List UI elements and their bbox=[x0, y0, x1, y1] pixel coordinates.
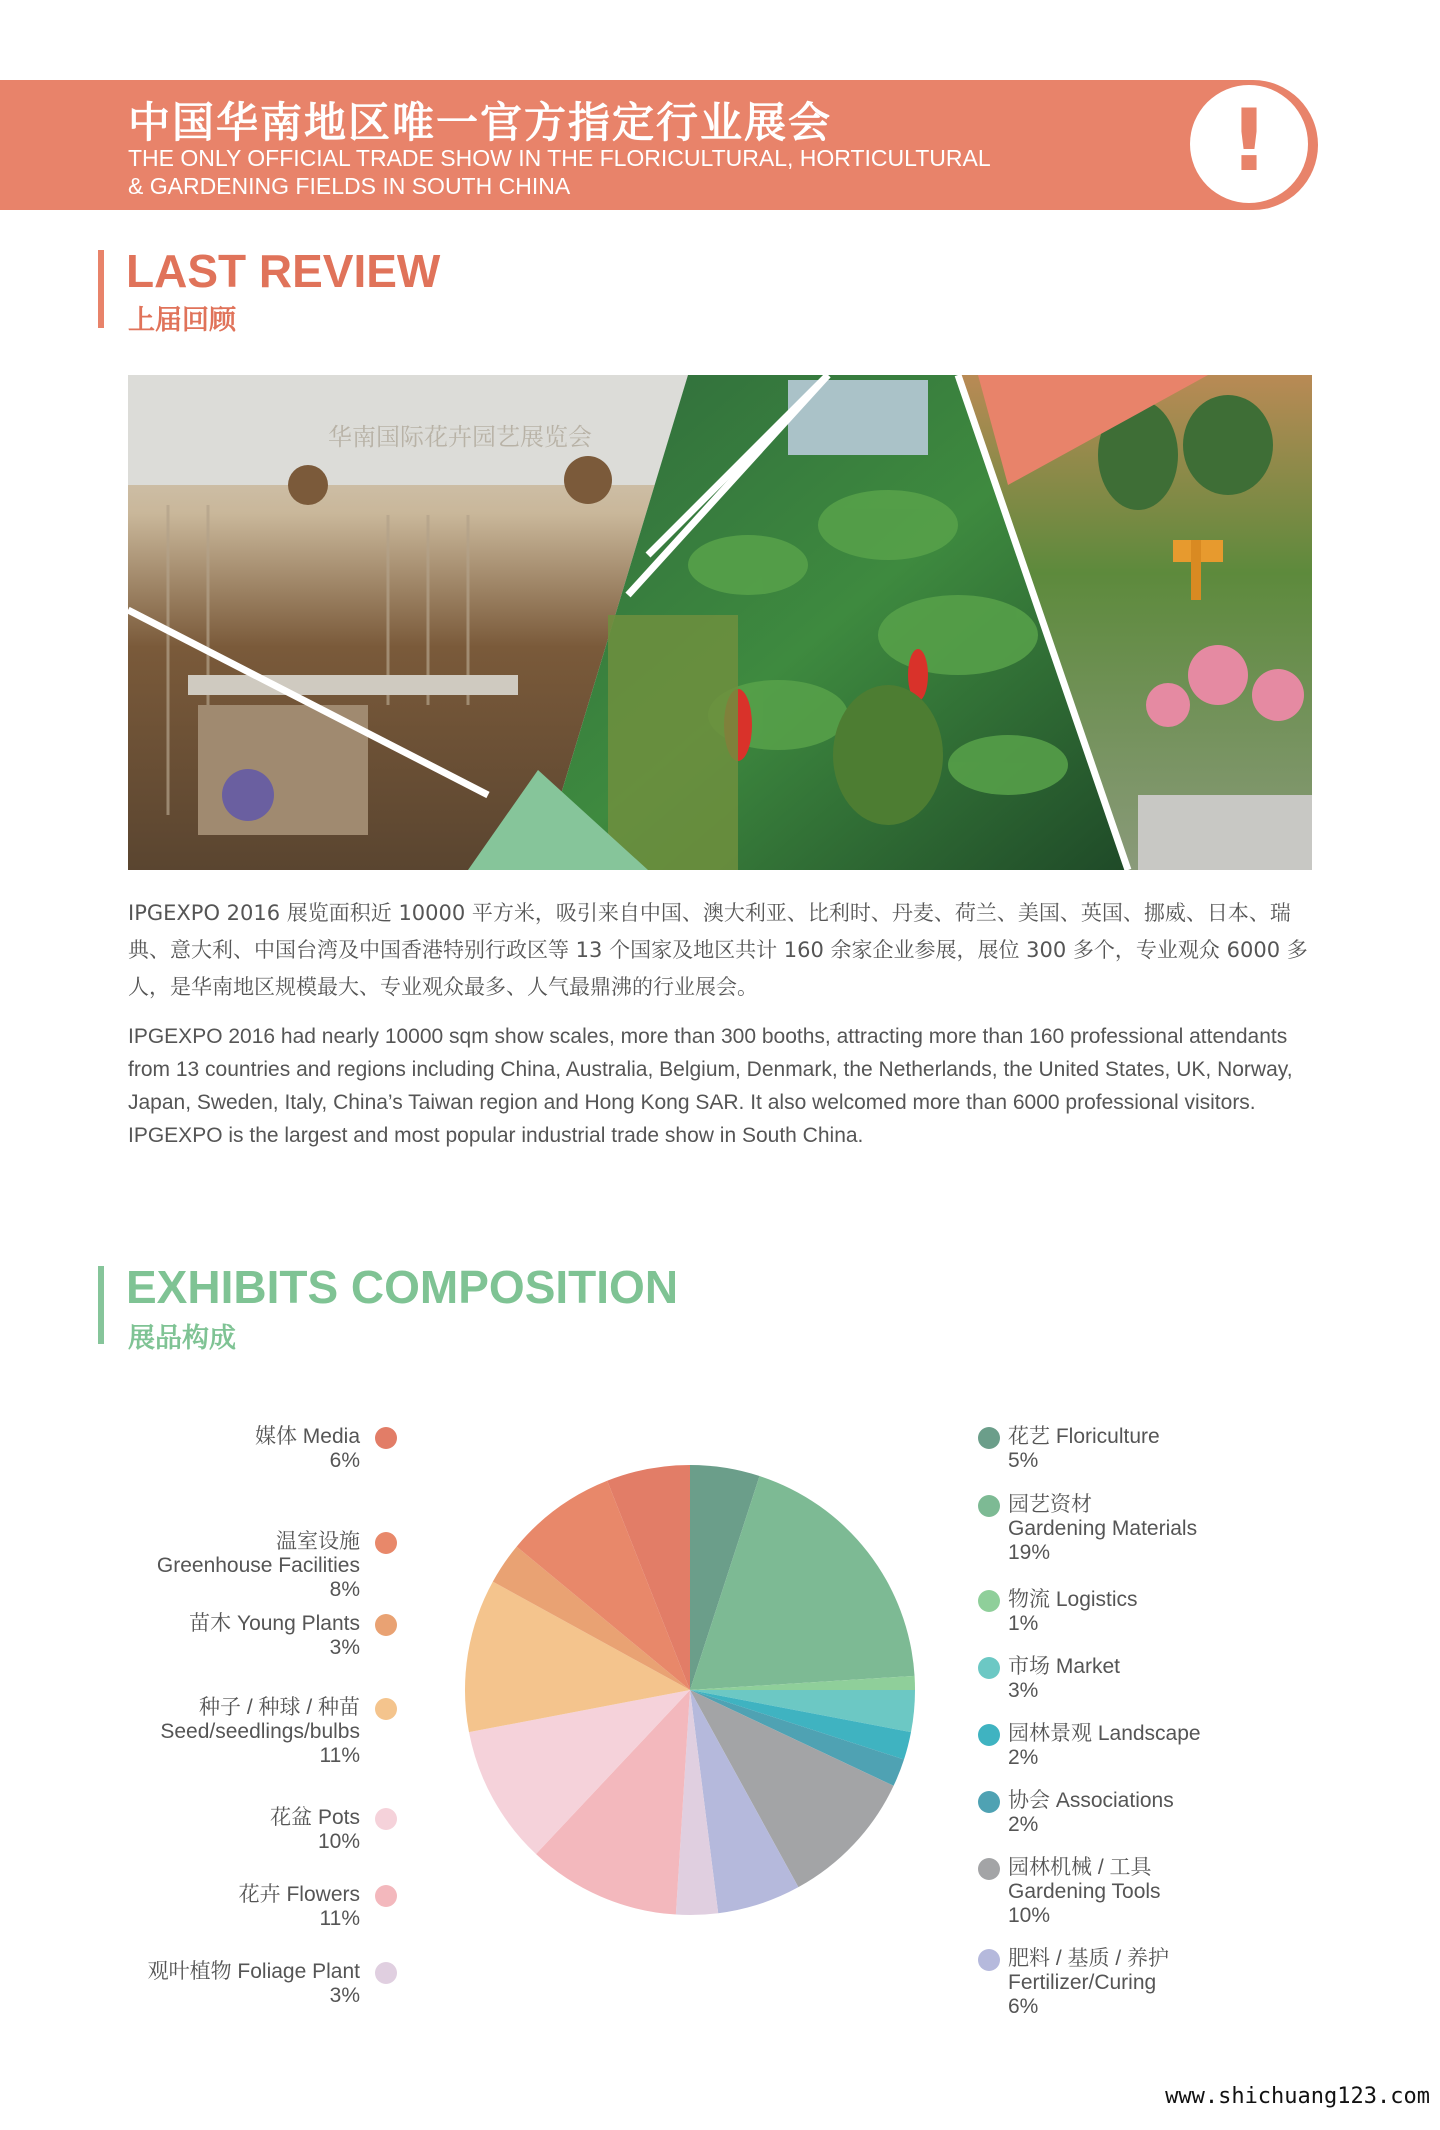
legend-item-0 bbox=[1008, 1425, 1160, 1473]
legend-item-6 bbox=[1008, 1856, 1161, 1928]
legend-label-6-1: Gardening Tools bbox=[1008, 1880, 1161, 1903]
legend-value-3: 3% bbox=[1008, 1679, 1039, 1702]
legend-label-11-0: 种子 / 种球 / 种苗 bbox=[198, 1696, 360, 1719]
photo-sign-text: 华南国际花卉园艺展览会 bbox=[328, 423, 592, 451]
legend-label-3-0: 市场 Market bbox=[1008, 1655, 1121, 1678]
banner-title-zh: 中国华南地区唯一官方指定行业展会 bbox=[128, 98, 833, 147]
legend-swatch-3 bbox=[978, 1657, 1000, 1679]
legend-swatch-4 bbox=[978, 1724, 1000, 1746]
legend-value-11: 11% bbox=[319, 1744, 360, 1767]
legend-label-11-1: Seed/seedlings/bulbs bbox=[160, 1720, 360, 1743]
legend-label-10-0: 花盆 Pots bbox=[270, 1806, 360, 1829]
review-subtitle: 上届回顾 bbox=[128, 305, 236, 336]
legend-label-5-0: 协会 Associations bbox=[1008, 1789, 1174, 1812]
exhibition-photo-collage bbox=[128, 375, 1312, 870]
legend-item-2 bbox=[1008, 1588, 1138, 1636]
legend-label-13-1: Greenhouse Facilities bbox=[156, 1554, 360, 1577]
exhibits-subtitle: 展品构成 bbox=[128, 1323, 236, 1354]
legend-swatch-8 bbox=[375, 1962, 397, 1984]
header-banner bbox=[0, 80, 1318, 210]
legend-item-11 bbox=[160, 1696, 360, 1768]
legend-label-12-0: 苗木 Young Plants bbox=[189, 1612, 360, 1635]
footer-watermark: www.shichuang123.com bbox=[1165, 2084, 1430, 2109]
exhibits-title: EXHIBITS COMPOSITION bbox=[126, 1261, 679, 1313]
legend-value-1: 19% bbox=[1008, 1541, 1051, 1564]
legend-swatch-7 bbox=[978, 1949, 1000, 1971]
legend-value-7: 6% bbox=[1008, 1995, 1039, 2018]
legend-label-0-0: 花艺 Floriculture bbox=[1008, 1425, 1160, 1448]
review-paragraph-zh: IPGEXPO 2016 展览面积近 10000 平方米，吸引来自中国、澳大利亚、比利时、丹麦、荷兰、美国、英国、挪威、日本、瑞典、意大利、中国台湾及中国香港特别行政区等 13 个国家及地区共计 160 余家企业参展，展位 300 多个，专业观众 6000 多人，是华南地区规模最大、专业观众最多、人气最鼎沸的行业展会。 bbox=[128, 901, 1308, 999]
legend-label-1-1: Gardening Materials bbox=[1008, 1517, 1198, 1540]
legend-label-9-0: 花卉 Flowers bbox=[238, 1883, 360, 1906]
banner-title-en-line1: THE ONLY OFFICIAL TRADE SHOW IN THE FLORICULTURAL, HORTICULTURAL bbox=[128, 145, 991, 171]
legend-value-9: 11% bbox=[319, 1907, 360, 1930]
legend-label-6-0: 园林机械 / 工具 bbox=[1008, 1856, 1152, 1879]
legend-item-9 bbox=[239, 1883, 360, 1931]
legend-value-14: 6% bbox=[329, 1449, 360, 1472]
banner-title-en-line2: & GARDENING FIELDS IN SOUTH CHINA bbox=[128, 173, 571, 199]
legend-label-14-0: 媒体 Media bbox=[254, 1425, 360, 1448]
legend-item-1 bbox=[1008, 1493, 1197, 1565]
legend-label-7-0: 肥料 / 基质 / 养护 bbox=[1008, 1947, 1170, 1970]
legend-value-8: 3% bbox=[329, 1984, 360, 2007]
legend-swatch-12 bbox=[375, 1614, 397, 1636]
legend-label-4-0: 园林景观 Landscape bbox=[1008, 1722, 1201, 1745]
legend-swatch-14 bbox=[375, 1427, 397, 1449]
legend-item-8 bbox=[148, 1960, 360, 2008]
legend-swatch-1 bbox=[978, 1495, 1000, 1517]
legend-label-2-0: 物流 Logistics bbox=[1008, 1588, 1138, 1611]
legend-label-1-0: 园艺资材 bbox=[1008, 1493, 1092, 1516]
legend-item-4 bbox=[1008, 1722, 1201, 1770]
legend-swatch-9 bbox=[375, 1885, 397, 1907]
legend-label-13-0: 温室设施 bbox=[276, 1530, 360, 1553]
legend-label-8-0: 观叶植物 Foliage Plant bbox=[147, 1960, 360, 1983]
review-paragraph-en: IPGEXPO 2016 had nearly 10000 sqm show scales, more than 300 booths, attracting more than 160 professional attendants from 13 countries and regions including China, Australia, Belgium, Denmark, the Netherlands, the United States, UK, Norway, Japan, Sweden, Italy, China’s Taiwan region and Hong Kong SAR. It also welcomed more than 6000 professional visitors. IPGEXPO is the largest and most popular industrial trade show in South China. bbox=[128, 1025, 1293, 1147]
review-accent-bar bbox=[98, 250, 104, 328]
legend-value-10: 10% bbox=[317, 1830, 360, 1853]
exclamation-icon: ! bbox=[1190, 85, 1308, 203]
legend-swatch-10 bbox=[375, 1808, 397, 1830]
legend-item-13 bbox=[157, 1530, 360, 1602]
legend-item-5 bbox=[1008, 1789, 1174, 1837]
legend-item-14 bbox=[255, 1425, 360, 1473]
legend-swatch-13 bbox=[375, 1532, 397, 1554]
legend-value-4: 2% bbox=[1008, 1746, 1039, 1769]
legend-item-7 bbox=[1008, 1947, 1169, 2019]
legend-swatch-2 bbox=[978, 1590, 1000, 1612]
exhibits-pie-chart bbox=[460, 1460, 920, 1920]
review-title: LAST REVIEW bbox=[126, 245, 441, 297]
legend-swatch-11 bbox=[375, 1698, 397, 1720]
legend-swatch-5 bbox=[978, 1791, 1000, 1813]
legend-item-12 bbox=[189, 1612, 360, 1660]
legend-value-12: 3% bbox=[329, 1636, 360, 1659]
legend-value-0: 5% bbox=[1008, 1449, 1039, 1472]
legend-item-3 bbox=[1008, 1655, 1120, 1703]
legend-label-7-1: Fertilizer/Curing bbox=[1008, 1971, 1157, 1994]
legend-value-6: 10% bbox=[1008, 1904, 1051, 1927]
legend-swatch-6 bbox=[978, 1858, 1000, 1880]
legend-value-13: 8% bbox=[329, 1578, 360, 1601]
legend-value-5: 2% bbox=[1008, 1813, 1039, 1836]
legend-item-10 bbox=[270, 1806, 360, 1854]
legend-swatch-0 bbox=[978, 1427, 1000, 1449]
legend-value-2: 1% bbox=[1008, 1612, 1039, 1635]
exhibits-accent-bar bbox=[98, 1266, 104, 1344]
